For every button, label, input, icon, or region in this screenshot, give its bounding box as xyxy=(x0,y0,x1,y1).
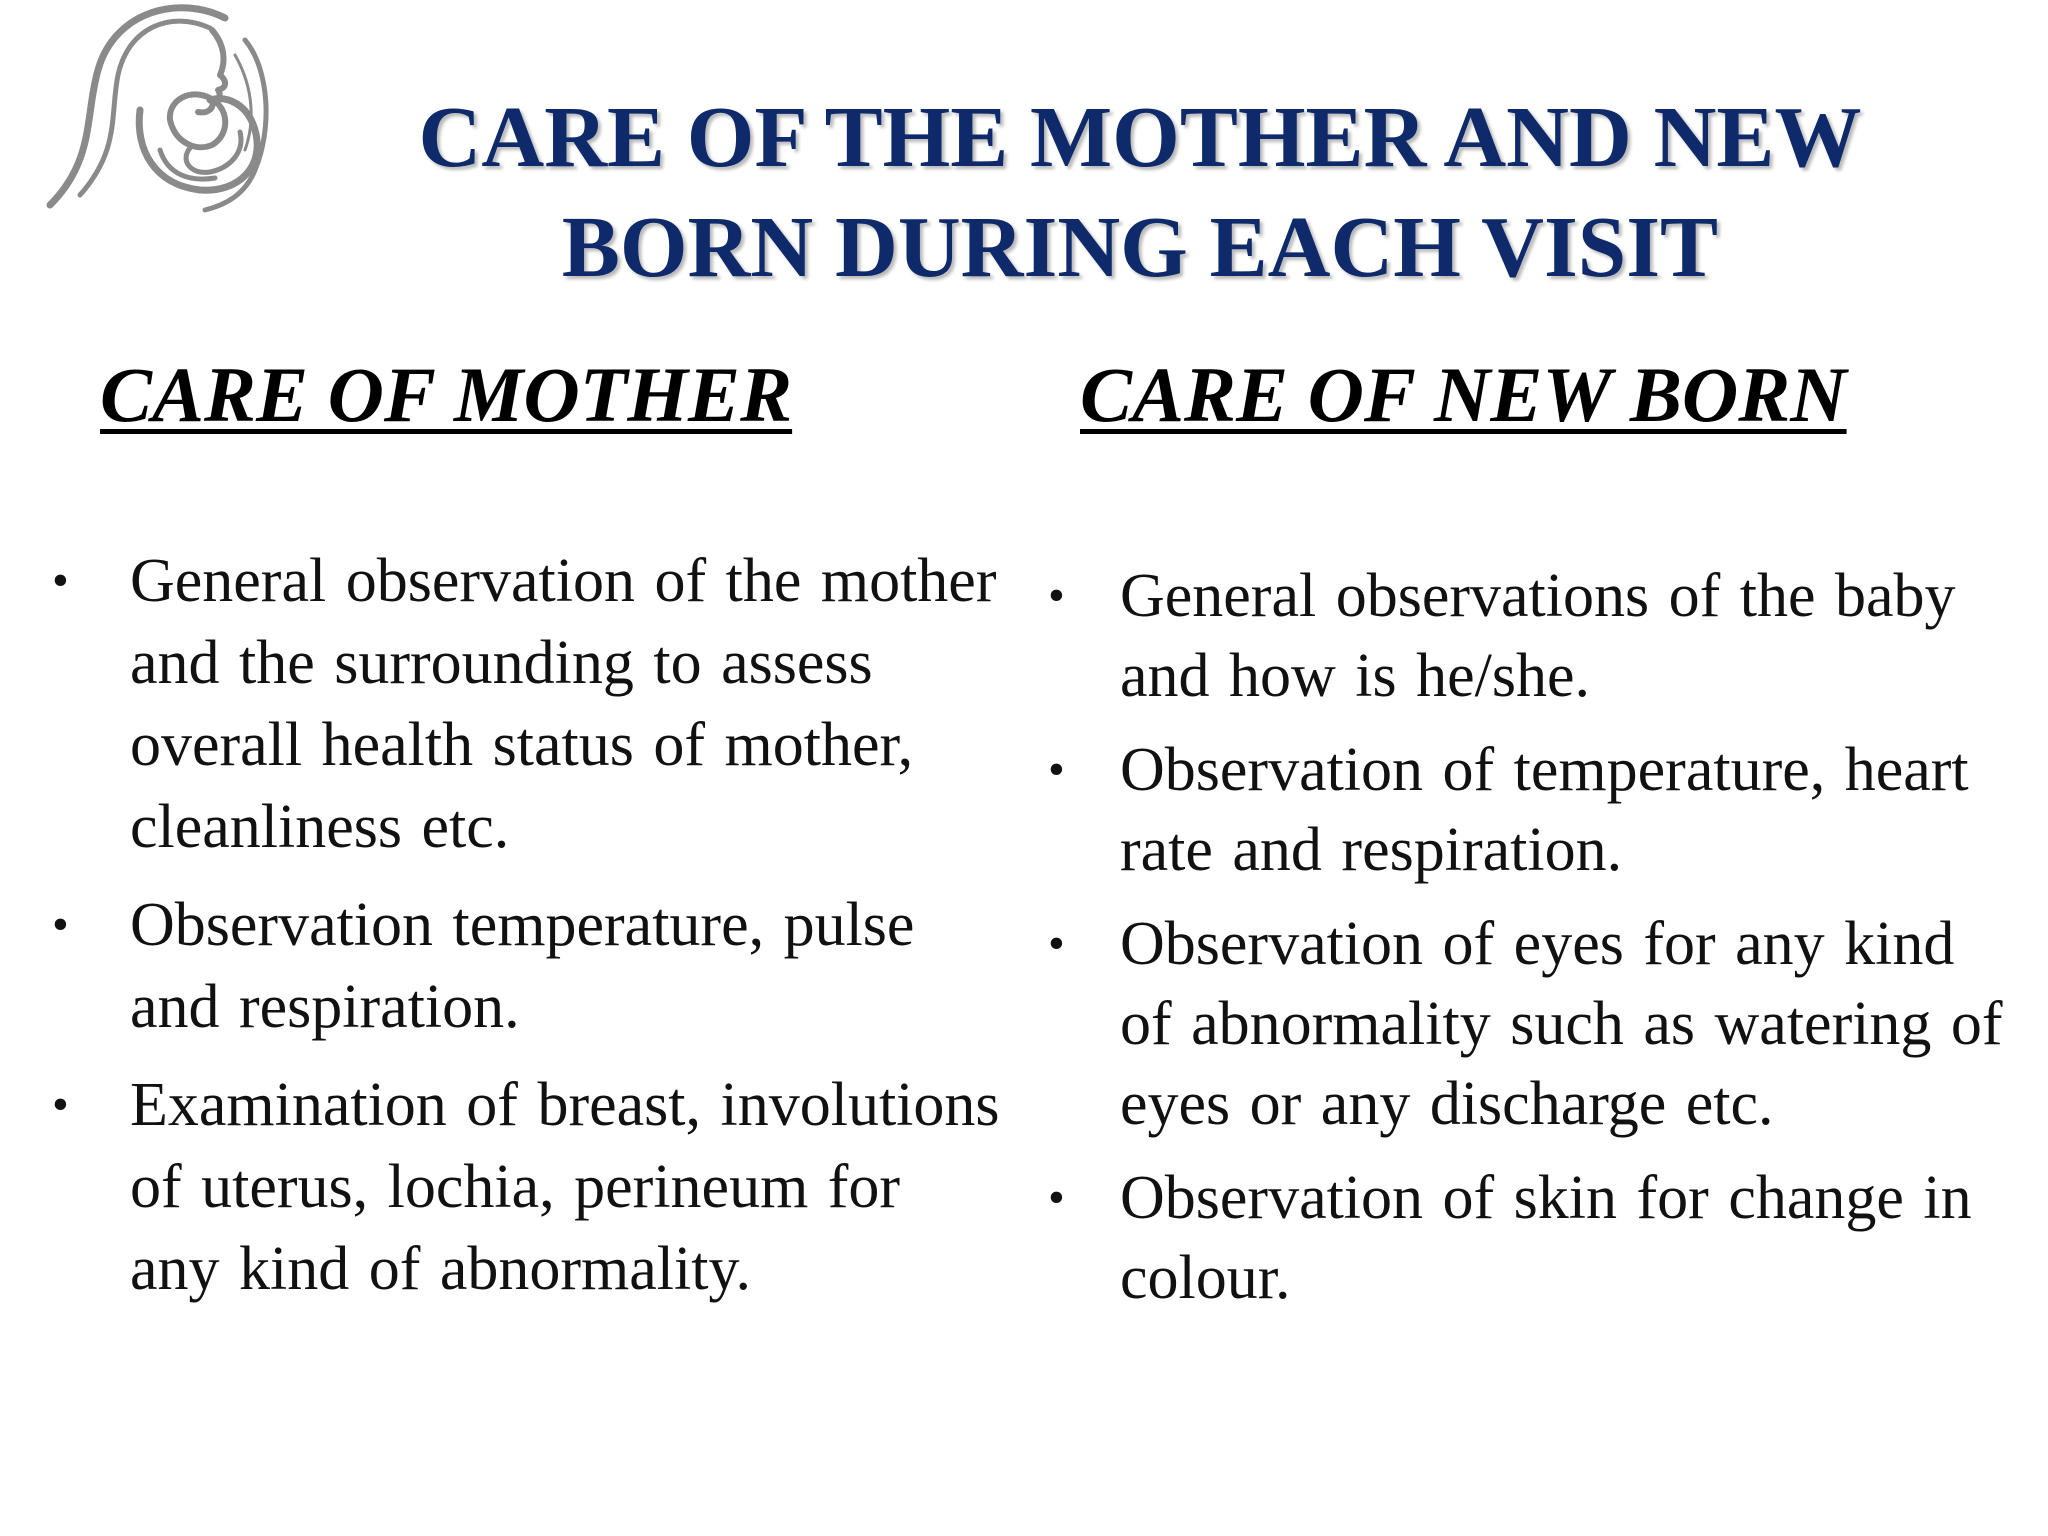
bullet-icon: • xyxy=(1048,1171,1065,1224)
bullet-icon: • xyxy=(1048,743,1065,796)
care-of-newborn-list xyxy=(1040,556,2020,1318)
mother-and-baby-logo-icon xyxy=(40,0,280,230)
list-item xyxy=(1040,904,2020,1144)
list-item-text: Observation of temperature, heart rate and respiration. xyxy=(1120,736,1969,884)
list-item-text: Examination of breast, involutions of uterus, lochia, perineum for any kind of abnormality. xyxy=(130,1071,1000,1303)
care-of-mother-heading: CARE OF MOTHER xyxy=(100,351,793,438)
list-item-text: Observation temperature, pulse and respiration. xyxy=(130,891,915,1041)
bullet-icon: • xyxy=(1048,569,1065,622)
slide-title xyxy=(330,82,1950,302)
care-of-newborn-column xyxy=(1040,350,2020,1332)
bullet-icon: • xyxy=(52,1078,69,1131)
bullet-icon: • xyxy=(52,898,69,951)
bullet-icon: • xyxy=(52,554,69,607)
list-item-text: General observation of the mother and the surrounding to assess overall health status of mother, cleanliness etc. xyxy=(130,547,997,861)
list-item xyxy=(1040,556,2020,716)
list-item-text: Observation of skin for change in colour. xyxy=(1120,1164,1972,1312)
care-of-mother-list xyxy=(40,540,1000,1310)
bullet-icon: • xyxy=(1048,917,1065,970)
list-item-text: Observation of eyes for any kind of abnormality such as watering of eyes or any discharge etc. xyxy=(1120,910,2003,1138)
list-item xyxy=(40,884,1000,1048)
list-item-text: General observations of the baby and how is he/she. xyxy=(1120,562,1956,710)
list-item xyxy=(40,1064,1000,1310)
care-of-newborn-heading: CARE OF NEW BORN xyxy=(1080,351,1847,438)
list-item xyxy=(1040,730,2020,890)
list-item xyxy=(1040,1158,2020,1318)
slide-title-line-1: CARE OF THE MOTHER AND NEW xyxy=(418,88,1862,185)
list-item xyxy=(40,540,1000,868)
slide-title-line-2: BORN DURING EACH VISIT xyxy=(561,198,1719,295)
care-of-mother-column xyxy=(40,350,1000,1326)
